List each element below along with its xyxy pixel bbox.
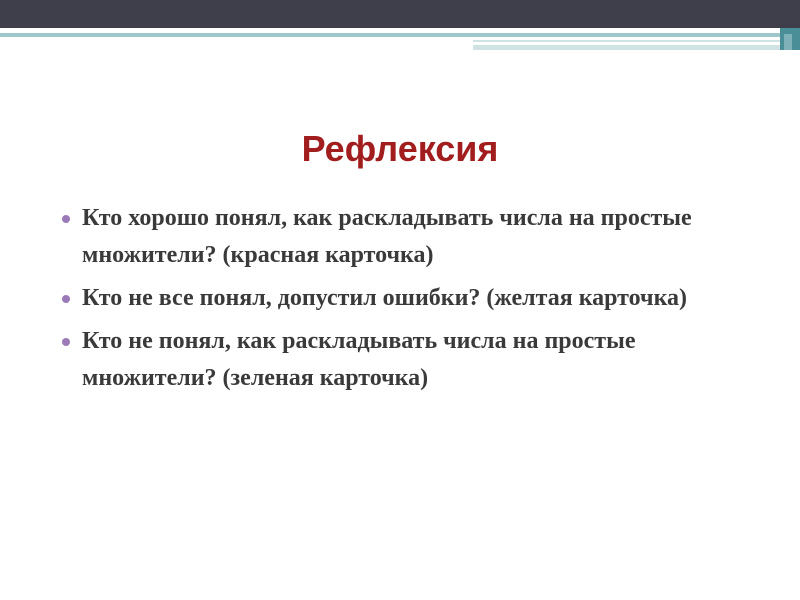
- bullet-item: [60, 200, 760, 274]
- header-accent-block-inner: [784, 34, 792, 50]
- slide-title: Рефлексия: [301, 128, 499, 169]
- header-accent-line: [0, 33, 780, 37]
- bullet-text: Кто не понял, как раскладывать числа на простые множители? (зеленая карточка): [82, 328, 636, 391]
- bullet-item: [60, 280, 760, 317]
- bullet-dot-icon: [62, 338, 70, 346]
- header-accent-bar-short: [473, 45, 780, 50]
- bullet-dot-icon: [62, 295, 70, 303]
- bullet-item: [60, 323, 760, 397]
- header-band: [0, 0, 800, 28]
- bullet-text: Кто хорошо понял, как раскладывать числа на простые множители? (красная карточка): [82, 205, 692, 268]
- bullet-dot-icon: [62, 215, 70, 223]
- bullet-list: [60, 200, 760, 403]
- bullet-text: Кто не все понял, допустил ошибки? (желтая карточка): [82, 285, 688, 311]
- header-accent-line-short: [473, 40, 780, 42]
